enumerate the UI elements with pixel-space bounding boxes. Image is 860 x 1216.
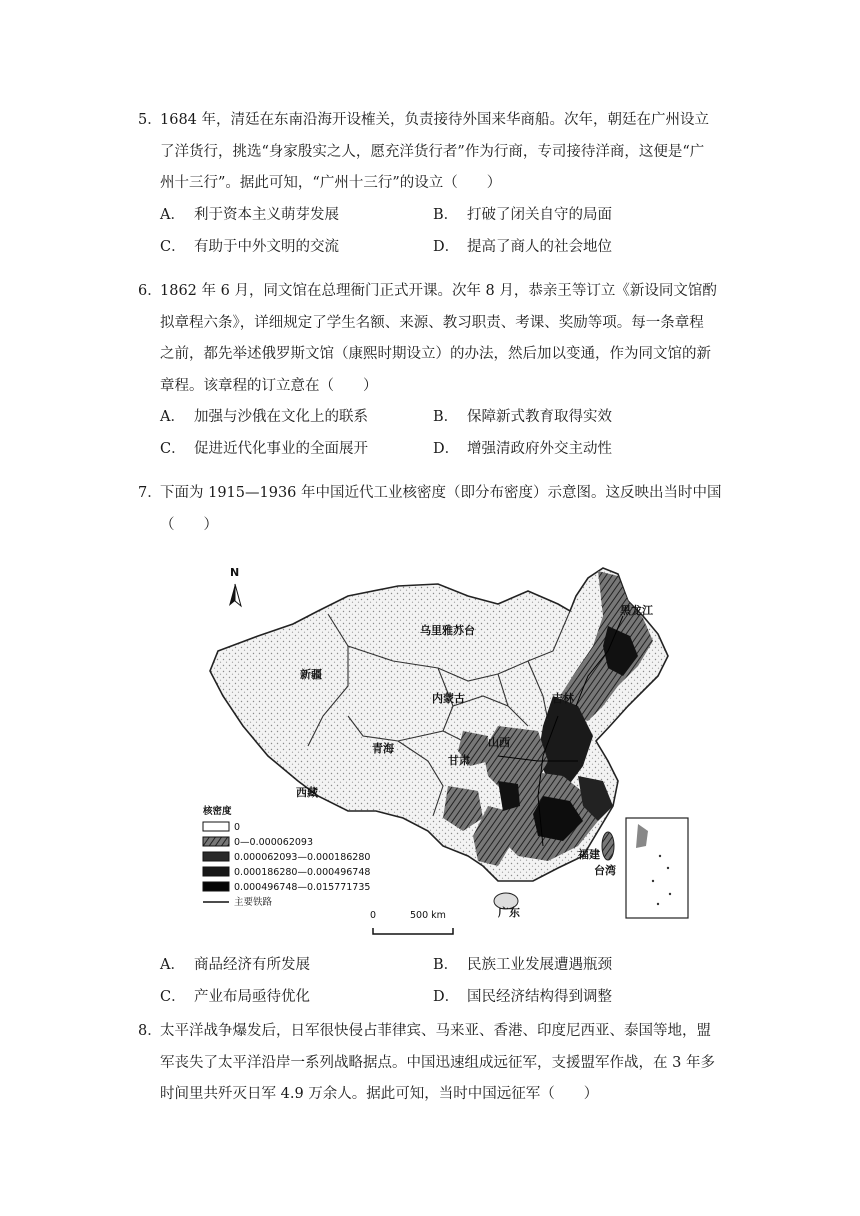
china-outline <box>210 568 668 881</box>
legend-item: 0—0.000062093 <box>234 837 314 848</box>
region-label: 青海 <box>372 742 394 755</box>
options-row <box>138 434 738 466</box>
question-stem-line: 军丧失了太平洋沿岸一系列战略据点。中国迅速组成远征军，支援盟军作战，在 3 年多 <box>160 1054 715 1071</box>
region-label: 福建 <box>578 848 600 861</box>
north-arrow-icon <box>229 566 241 606</box>
options-row <box>138 402 738 434</box>
option-a[interactable]: A． 商品经济有所发展 <box>160 957 310 973</box>
question-stem-line: 了洋货行，挑选“身家殷实之人，愿充洋货行者”作为行商，专司接待洋商，这便是“广 <box>160 143 705 160</box>
option-b[interactable]: B． 保障新式教育取得实效 <box>433 409 612 426</box>
legend-item: 0.000186280—0.000496748 <box>234 867 371 878</box>
question-number: 5． <box>138 112 162 128</box>
scale-bar <box>370 910 453 934</box>
taiwan-island <box>602 832 614 860</box>
options-row <box>138 232 738 264</box>
option-c[interactable]: C． 有助于中外文明的交流 <box>160 238 339 255</box>
question-number: 7． <box>138 485 162 501</box>
option-b[interactable]: B． 民族工业发展遭遇瓶颈 <box>433 957 612 973</box>
scale-distance-label: 500 km <box>410 910 446 921</box>
option-d[interactable]: D． 国民经济结构得到调整 <box>433 989 612 1005</box>
option-d[interactable]: D． 增强清政府外交主动性 <box>433 441 612 458</box>
region-label: 山西 <box>488 736 510 749</box>
question-stem-line: 州十三行”。据此可知，“广州十三行”的设立（ ） <box>160 175 502 192</box>
option-d[interactable]: D． 提高了商人的社会地位 <box>433 238 612 255</box>
options-row <box>138 982 738 1014</box>
option-c[interactable]: C． 促进近代化事业的全面展开 <box>160 441 368 458</box>
question-7 <box>138 478 738 541</box>
legend-item: 0 <box>234 822 241 833</box>
region-label: 甘肃 <box>448 754 470 767</box>
question-stem-line: 章程。该章程的订立意在（ ） <box>160 377 378 394</box>
map-legend <box>202 805 370 908</box>
legend-item: 0.000496748—0.015771735 <box>234 882 371 893</box>
question-stem-line: 下面为 1915—1936 年中国近代工业核密度（即分布密度）示意图。这反映出当时中国 <box>160 485 722 501</box>
option-a[interactable]: A． 加强与沙俄在文化上的联系 <box>160 409 368 426</box>
question-6 <box>138 276 738 466</box>
north-label: N <box>230 566 240 579</box>
options-row <box>138 200 738 232</box>
question-8 <box>138 1016 738 1111</box>
question-5 <box>138 105 738 264</box>
question-stem-line: 时间里共歼灭日军 4.9 万余人。据此可知，当时中国远征军（ ） <box>160 1086 599 1103</box>
question-stem-line: （ ） <box>160 516 218 533</box>
question-number: 8． <box>138 1023 162 1039</box>
question-stem-line: 拟章程六条》，详细规定了学生名额、来源、教习职责、考课、奖励等项。每一条章程 <box>160 314 704 331</box>
region-label: 台湾 <box>594 864 616 877</box>
question-stem-line: 1862 年 6 月，同文馆在总理衙门正式开课。次年 8 月，恭亲王等订立《新设同文馆酌 <box>160 283 717 299</box>
option-c[interactable]: C． 产业布局亟待优化 <box>160 989 310 1005</box>
region-label: 广东 <box>498 906 520 919</box>
question-stem-line: 之前，都先举述俄罗斯文馆（康熙时期设立）的办法，然后加以变通，作为同文馆的新 <box>160 346 711 363</box>
question-7-options <box>138 950 738 1014</box>
industry-density-map <box>198 556 698 936</box>
map-figure <box>198 556 698 936</box>
question-stem-line: 1684 年，清廷在东南沿海开设榷关，负责接待外国来华商船。次年，朝廷在广州设立 <box>160 112 710 128</box>
region-label: 乌里雅苏台 <box>420 624 475 637</box>
region-label: 西藏 <box>296 786 318 799</box>
option-a[interactable]: A． 利于资本主义萌芽发展 <box>160 206 339 223</box>
region-label: 黑龙江 <box>620 604 653 617</box>
region-label: 吉林 <box>552 692 574 705</box>
legend-item: 主要铁路 <box>234 897 273 908</box>
south-sea-inset <box>626 818 688 918</box>
region-label: 内蒙古 <box>432 692 465 705</box>
scale-zero-label: 0 <box>370 910 377 921</box>
region-label: 新疆 <box>300 668 322 681</box>
question-number: 6． <box>138 283 162 299</box>
legend-title: 核密度 <box>203 806 232 817</box>
question-stem-line: 太平洋战争爆发后，日军很快侵占菲律宾、马来亚、香港、印度尼西亚、泰国等地，盟 <box>160 1023 711 1039</box>
options-row <box>138 950 738 982</box>
legend-item: 0.000062093—0.000186280 <box>234 852 371 863</box>
option-b[interactable]: B． 打破了闭关自守的局面 <box>433 206 612 223</box>
